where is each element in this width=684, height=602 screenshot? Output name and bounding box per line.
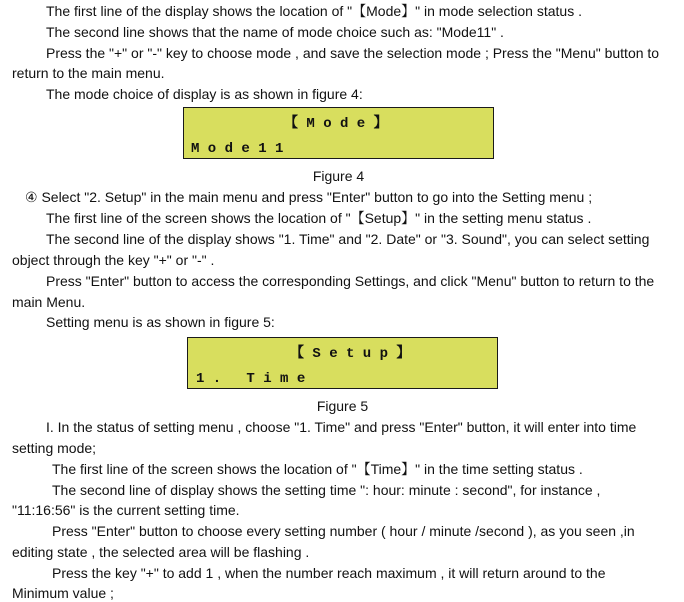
text-line: return to the main menu. [12, 65, 165, 81]
text-line: Setting menu is as shown in figure 5: [46, 314, 275, 330]
figure-caption: Figure 4 [312, 168, 365, 184]
lcd-display-setup [187, 337, 498, 389]
text-line: The first line of the screen shows the location of "【Time】" in the time setting status . [52, 461, 583, 477]
lcd-row-title: 【 M o d e 】 [284, 116, 388, 132]
text-line: The mode choice of display is as shown in figure 4: [46, 86, 363, 102]
lcd-row-value: 1 . T i m e [196, 371, 306, 387]
text-line: main Menu. [12, 294, 86, 310]
text-line: The second line of display shows the setting time ": hour: minute : second", for instance , [52, 482, 601, 498]
lcd-row-value: M o d e 1 1 [191, 141, 284, 157]
lcd-row-title: 【 S e t u p 】 [290, 346, 411, 362]
text-line: Press "Enter" button to access the corresponding Settings, and click "Menu" button to return to the [46, 273, 655, 289]
text-line: I. In the status of setting menu , choose "1. Time" and press "Enter" button, it will enter into time [46, 419, 637, 435]
text-line: The first line of the screen shows the location of "【Setup】" in the setting menu status . [46, 210, 592, 226]
figure-caption: Figure 5 [316, 398, 369, 414]
text-line: The first line of the display shows the location of "【Mode】" in mode selection status . [46, 3, 582, 19]
text-line: object through the key "+" or "-" . [12, 252, 215, 268]
text-line: ④ Select "2. Setup" in the main menu and press "Enter" button to go into the Setting menu ; [25, 189, 593, 205]
text-line: "11:16:56" is the current setting time. [12, 502, 240, 518]
text-line: Press "Enter" button to choose every setting number ( hour / minute /second ), as you seen ,in [52, 523, 635, 539]
text-line: Press the "+" or "-" key to choose mode , and save the selection mode ; Press the "Menu" button to [46, 45, 660, 61]
text-line: The second line shows that the name of mode choice such as: "Mode11" . [46, 24, 504, 40]
text-line: Minimum value ; [12, 585, 114, 601]
text-line: Press the key "+" to add 1 , when the number reach maximum , it will return around to the [52, 565, 606, 581]
text-line: The second line of the display shows "1. Time" and "2. Date" or "3. Sound", you can select setting [46, 231, 650, 247]
lcd-display-mode [183, 107, 494, 159]
text-line: setting mode; [12, 440, 97, 456]
text-line: editing state , the selected area will be flashing . [12, 544, 310, 560]
